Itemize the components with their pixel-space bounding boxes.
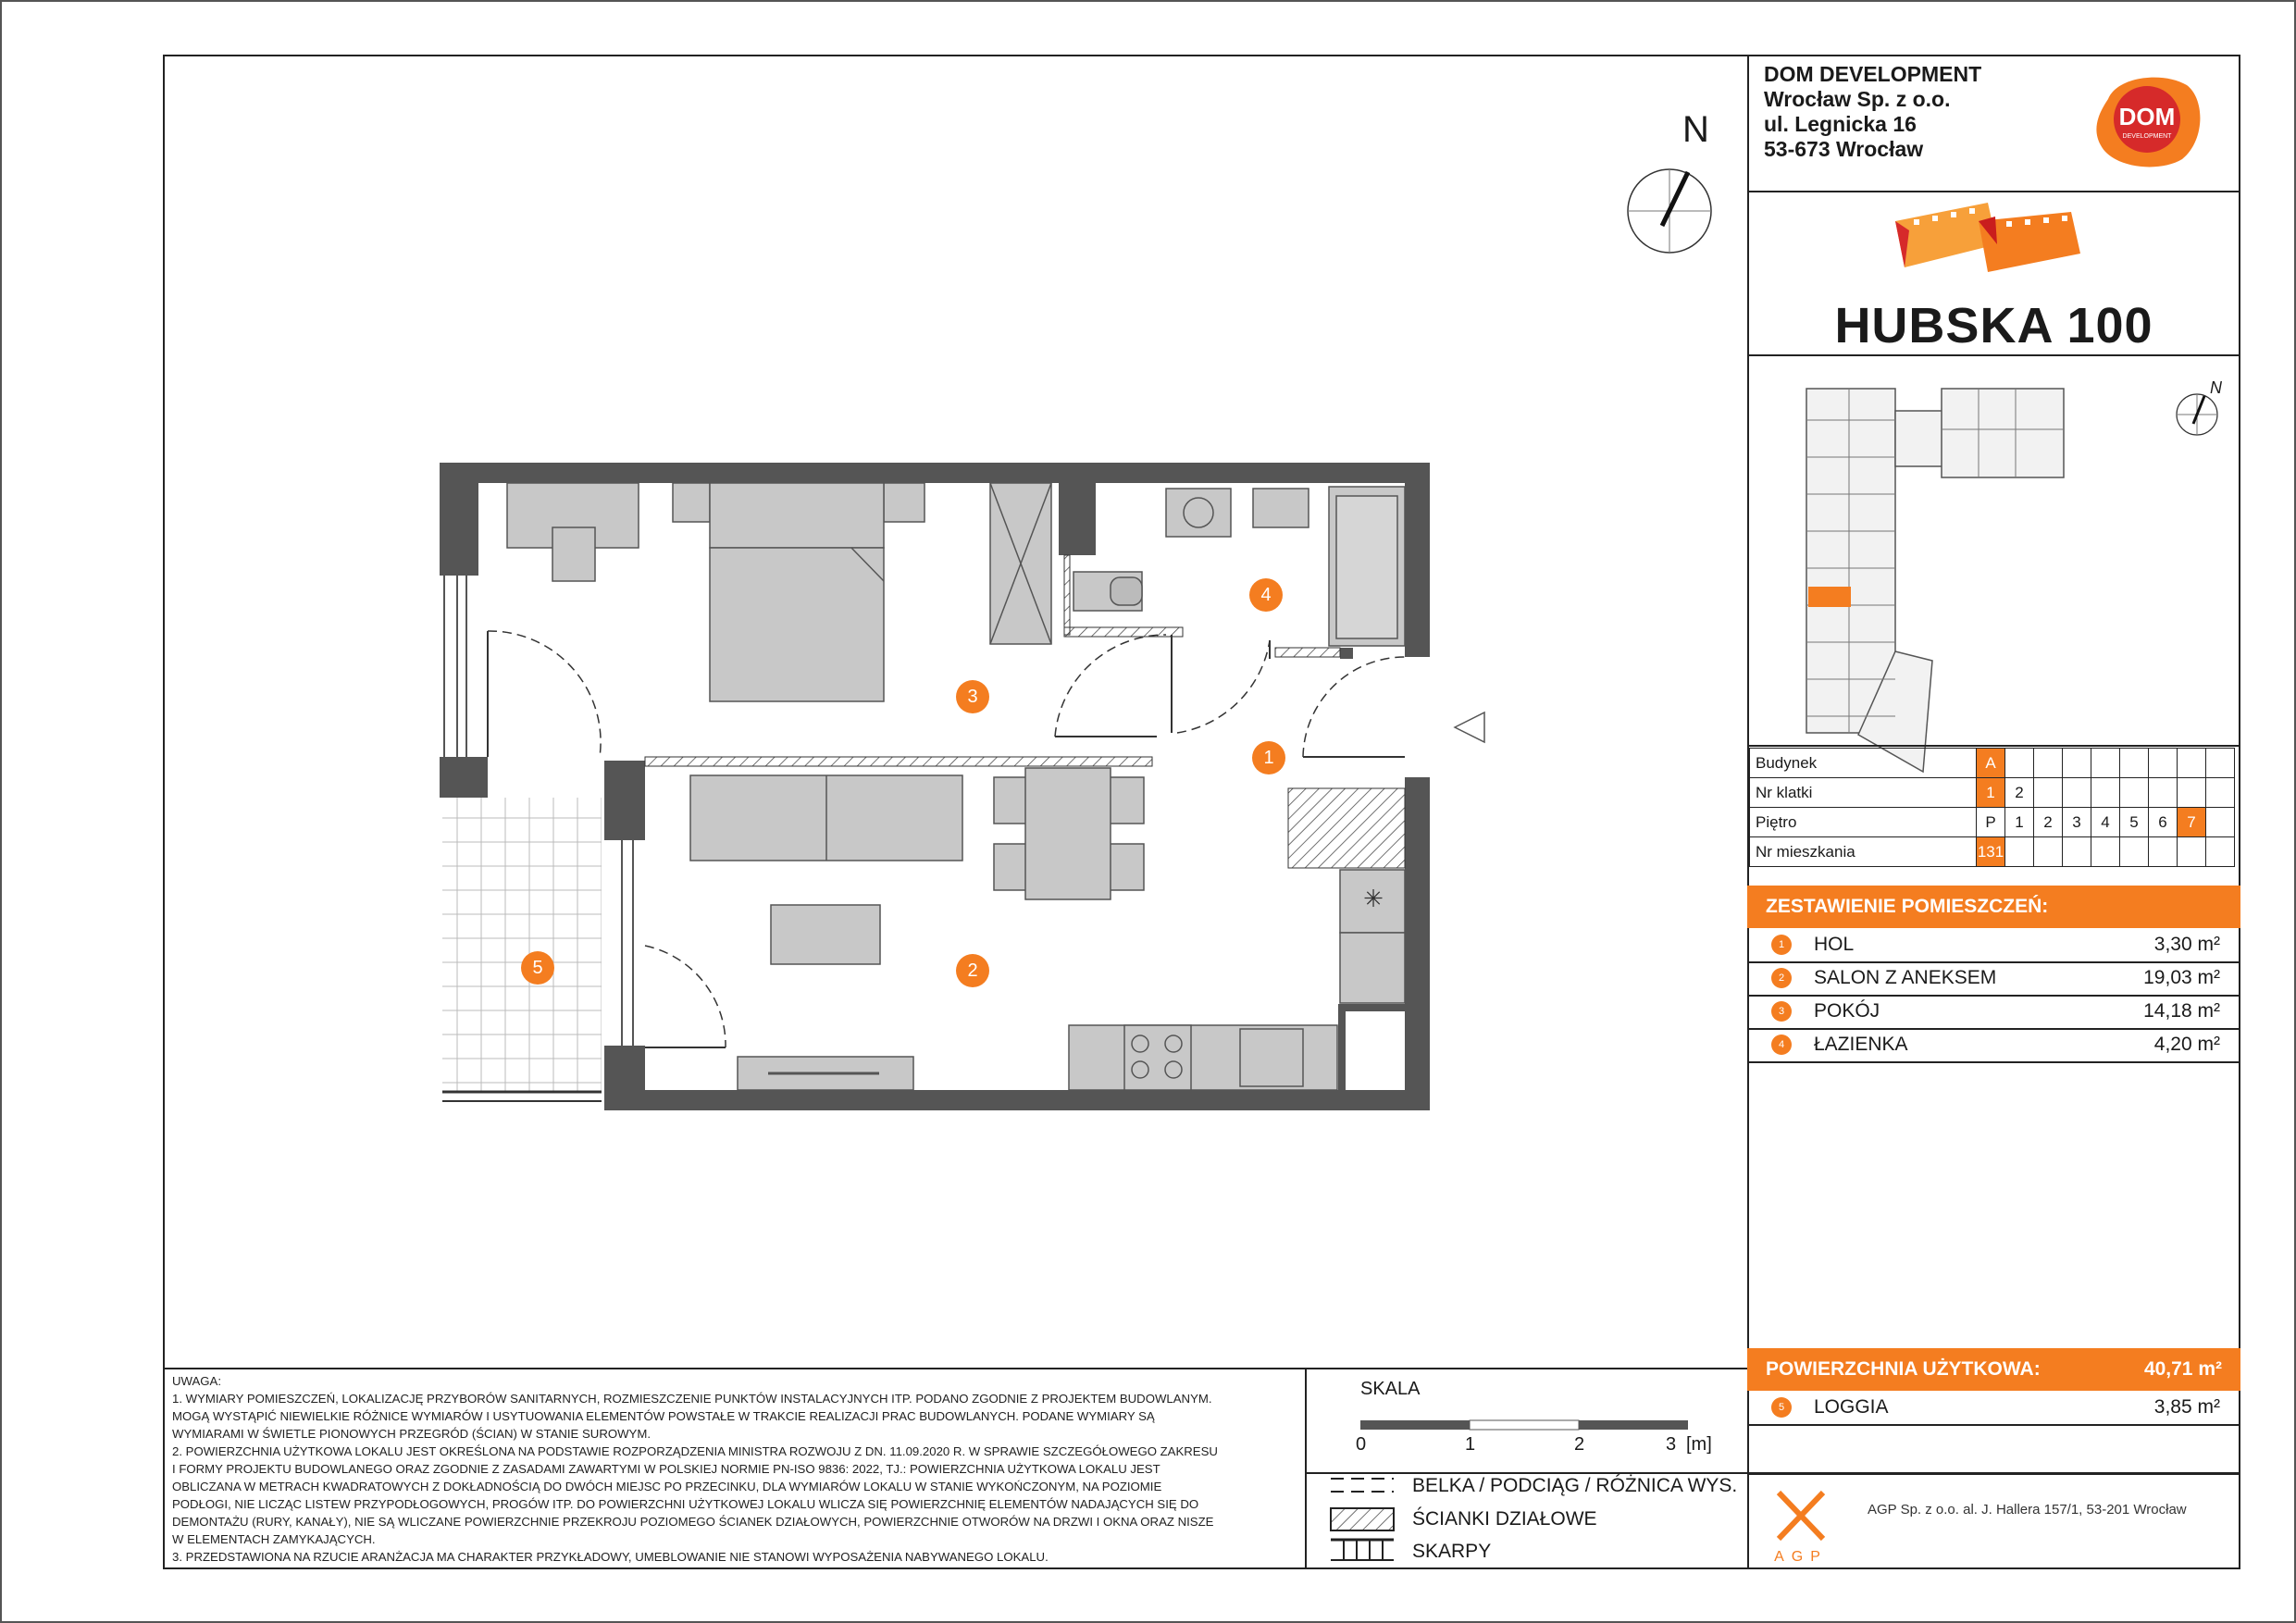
plan-room-badge-1: 1 (1252, 741, 1285, 774)
klatka-1: 1 (1977, 778, 2005, 808)
notes-line: OBLICZANA W METRACH KWADRATOWYCH Z DOKŁADNOŚCIĄ DO DWÓCH MIEJSC PO PRZECINKU, DLA WYMIARÓW LOKALU W STANIE WYKOŃCZONYM, NA POZIOMIE (172, 1480, 1162, 1493)
pietro-6: 6 (2149, 808, 2178, 837)
loggia-row (1747, 1391, 2240, 1424)
room-name: ŁAZIENKA (1814, 1034, 1908, 1055)
room-row (1747, 961, 2240, 995)
notes-divider (1305, 1369, 1307, 1569)
room-row (1747, 928, 2240, 961)
notes-title: UWAGA: (172, 1374, 221, 1388)
notes-line: W ELEMENTACH ZAMYKAJĄCYCH. (172, 1532, 376, 1546)
project-name: HUBSKA 100 (1834, 298, 2153, 353)
room-badge: 5 (1771, 1397, 1792, 1418)
plan-room-badge-5: 5 (521, 951, 554, 985)
room-area: 3,85 m² (2153, 1396, 2220, 1418)
plan-room-badge-2: 2 (956, 954, 989, 987)
room-area: 14,18 m² (2143, 1000, 2220, 1022)
scale-bar (1360, 1420, 1688, 1430)
svg-text:DEVELOPMENT: DEVELOPMENT (2122, 133, 2172, 140)
notes-line: I FORMY PROJEKTU BUDOWLANEGO ORAZ ZGODNIE Z ZASADAMI ZAWARTYMI W POLSKIEJ NORMIE PN-ISO 9836: 2022, TJ.: POWIERZCHNIA UŻYTKOWA LOKALU JEST (172, 1462, 1160, 1476)
svg-text:AGP: AGP (1774, 1549, 1828, 1565)
room-row (1747, 995, 2240, 1028)
klatka-2: 2 (2005, 778, 2034, 808)
room-badge: 4 (1771, 1035, 1792, 1055)
plan-room-badge-3: 3 (956, 680, 989, 713)
scale-tick-0: 0 (1356, 1434, 1367, 1455)
room-name: LOGGIA (1814, 1396, 1889, 1418)
usable-area-value: 40,71 m² (2143, 1358, 2222, 1380)
pietro-5: 5 (2120, 808, 2149, 837)
company-address: DOM DEVELOPMENT Wrocław Sp. z o.o. ul. Legnicka 16 53-673 Wrocław (1764, 62, 1982, 161)
notes-line: 2. POWIERZCHNIA UŻYTKOWA LOKALU JEST OKREŚLONA NA PODSTAWIE ROZPORZĄDZENIA MINISTRA ROZWOJU Z DN. 11.09.2020 R. W SPRAWIE SZCZEGÓŁOWEGO ZAKRESU (172, 1444, 1218, 1458)
room-area: 4,20 m² (2153, 1034, 2220, 1055)
agp-logo (1771, 1487, 1831, 1567)
notes-line: 3. PRZEDSTAWIONA NA RZUCIE ARANŻACJA MA CHARAKTER PRZYKŁADOWY, UMEBLOWANIE NIE STANOWI WYPOSAŻENIA NABYWANEGO LOKALU. (172, 1550, 1049, 1564)
rooms-header: ZESTAWIENIE POMIESZCZEŃ: (1747, 886, 2240, 928)
pietro-7: 7 (2178, 808, 2206, 837)
notes-line: WYMIARAMI W ŚWIETLE PIONOWYCH PRZEGRÓD (ŚCIAN) W STANIE SUROWYM. (172, 1427, 652, 1441)
notes-line: 1. WYMIARY POMIESZCZEŃ, LOKALIZACJĘ PRZYBORÓW SANITARNYCH, ROZMIESZCZENIE PUNKTÓW INSTALACYJNYCH ITP. PODANO ZGODNIE Z PROJEKTEM BUDOWLANYM. (172, 1392, 1212, 1406)
north-label: N (1682, 109, 1709, 150)
budynek-label: Budynek (1750, 749, 1977, 778)
svg-text:✳: ✳ (1363, 885, 1384, 912)
hatched-box-icon (1331, 1508, 1394, 1530)
pietro-3: 3 (2063, 808, 2091, 837)
notes-line: DEMONTAŻU (RURY, KANAŁY), NIE SĄ WLICZANE POWIERZCHNIE PRZEKROJU POZIOMEGO ŚCIANEK DZIAŁOWYCH, POWIERZCHNIE OTWORÓW NA DRZWI I OKNA ORAZ NISZE (172, 1515, 1214, 1529)
room-area: 3,30 m² (2153, 934, 2220, 955)
mini-north-label: N (2210, 378, 2222, 397)
usable-area-header: POWIERZCHNIA UŻYTKOWA: 40,71 m² (1747, 1348, 2240, 1391)
facts-table (1749, 748, 2235, 867)
scale-tick-1: 1 (1465, 1434, 1476, 1455)
room-badge: 3 (1771, 1001, 1792, 1022)
pietro-1: 1 (2005, 808, 2034, 837)
loggia-floor (442, 798, 602, 1092)
scale-tick-2: 2 (1574, 1434, 1585, 1455)
budynek-value: A (1977, 749, 2005, 778)
klatka-label: Nr klatki (1750, 778, 1977, 808)
notes-line: PODŁOGI, NIE LICZĄC LISTEW PRZYPODŁOGOWYCH, PROGÓW ITP. DO POWIERZCHNI UŻYTKOWEJ LOKALU WLICZA SIĘ POWIERZCHNIĘ ELEMENTÓW NADAJĄCYCH SIĘ DO (172, 1497, 1199, 1511)
legend-belka: BELKA / PODCIĄG / RÓŻNICA WYS. (1412, 1475, 1738, 1496)
film-strip-logo (1886, 193, 2099, 295)
mieszkanie-label: Nr mieszkania (1750, 837, 1977, 867)
dom-development-logo (2090, 71, 2210, 173)
entrance-arrow-icon (1455, 712, 1484, 742)
room-row (1747, 1028, 2240, 1061)
pietro-2: 2 (2034, 808, 2063, 837)
notes-line: MOGĄ WYSTĄPIĆ NIEWIELKIE RÓŻNICE WYMIARÓW I USYTUOWANIA ELEMENTÓW POWSTAŁE W TRAKCIE REALIZACJI PRAC BUDOWLANYCH. PODANE WYMIARY SĄ (172, 1409, 1155, 1423)
room-name: HOL (1814, 934, 1855, 955)
selected-apartment-marker (1808, 587, 1851, 607)
room-area: 19,03 m² (2143, 967, 2220, 988)
svg-text:DOM: DOM (2118, 103, 2176, 130)
room-name: SALON Z ANEKSEM (1814, 967, 1997, 988)
room-badge: 1 (1771, 935, 1792, 955)
legend-scianki: ŚCIANKI DZIAŁOWE (1412, 1508, 1597, 1530)
notes-block (172, 1372, 1297, 1566)
pietro-label: Piętro (1750, 808, 1977, 837)
dashed-lines-icon (1331, 1479, 1394, 1492)
scale-title: SKALA (1360, 1379, 1421, 1399)
compass-icon (1628, 169, 1711, 253)
scale-tick-3: 3 (1666, 1434, 1677, 1455)
room-name: POKÓJ (1814, 1000, 1880, 1022)
scale-unit: [m] (1686, 1434, 1712, 1455)
pietro-p: P (1977, 808, 2005, 837)
agp-address: AGP Sp. z o.o. al. J. Hallera 157/1, 53-201 Wrocław (1868, 1502, 2187, 1518)
pietro-4: 4 (2091, 808, 2120, 837)
building-key-plan (1803, 383, 2080, 781)
mieszkanie-value: 131 (1977, 837, 2005, 867)
legend-skarpy: SKARPY (1412, 1541, 1492, 1562)
room-badge: 2 (1771, 968, 1792, 988)
title-block (1747, 55, 2240, 1569)
plan-room-badge-4: 4 (1249, 578, 1283, 612)
skarpy-icon (1331, 1540, 1394, 1560)
